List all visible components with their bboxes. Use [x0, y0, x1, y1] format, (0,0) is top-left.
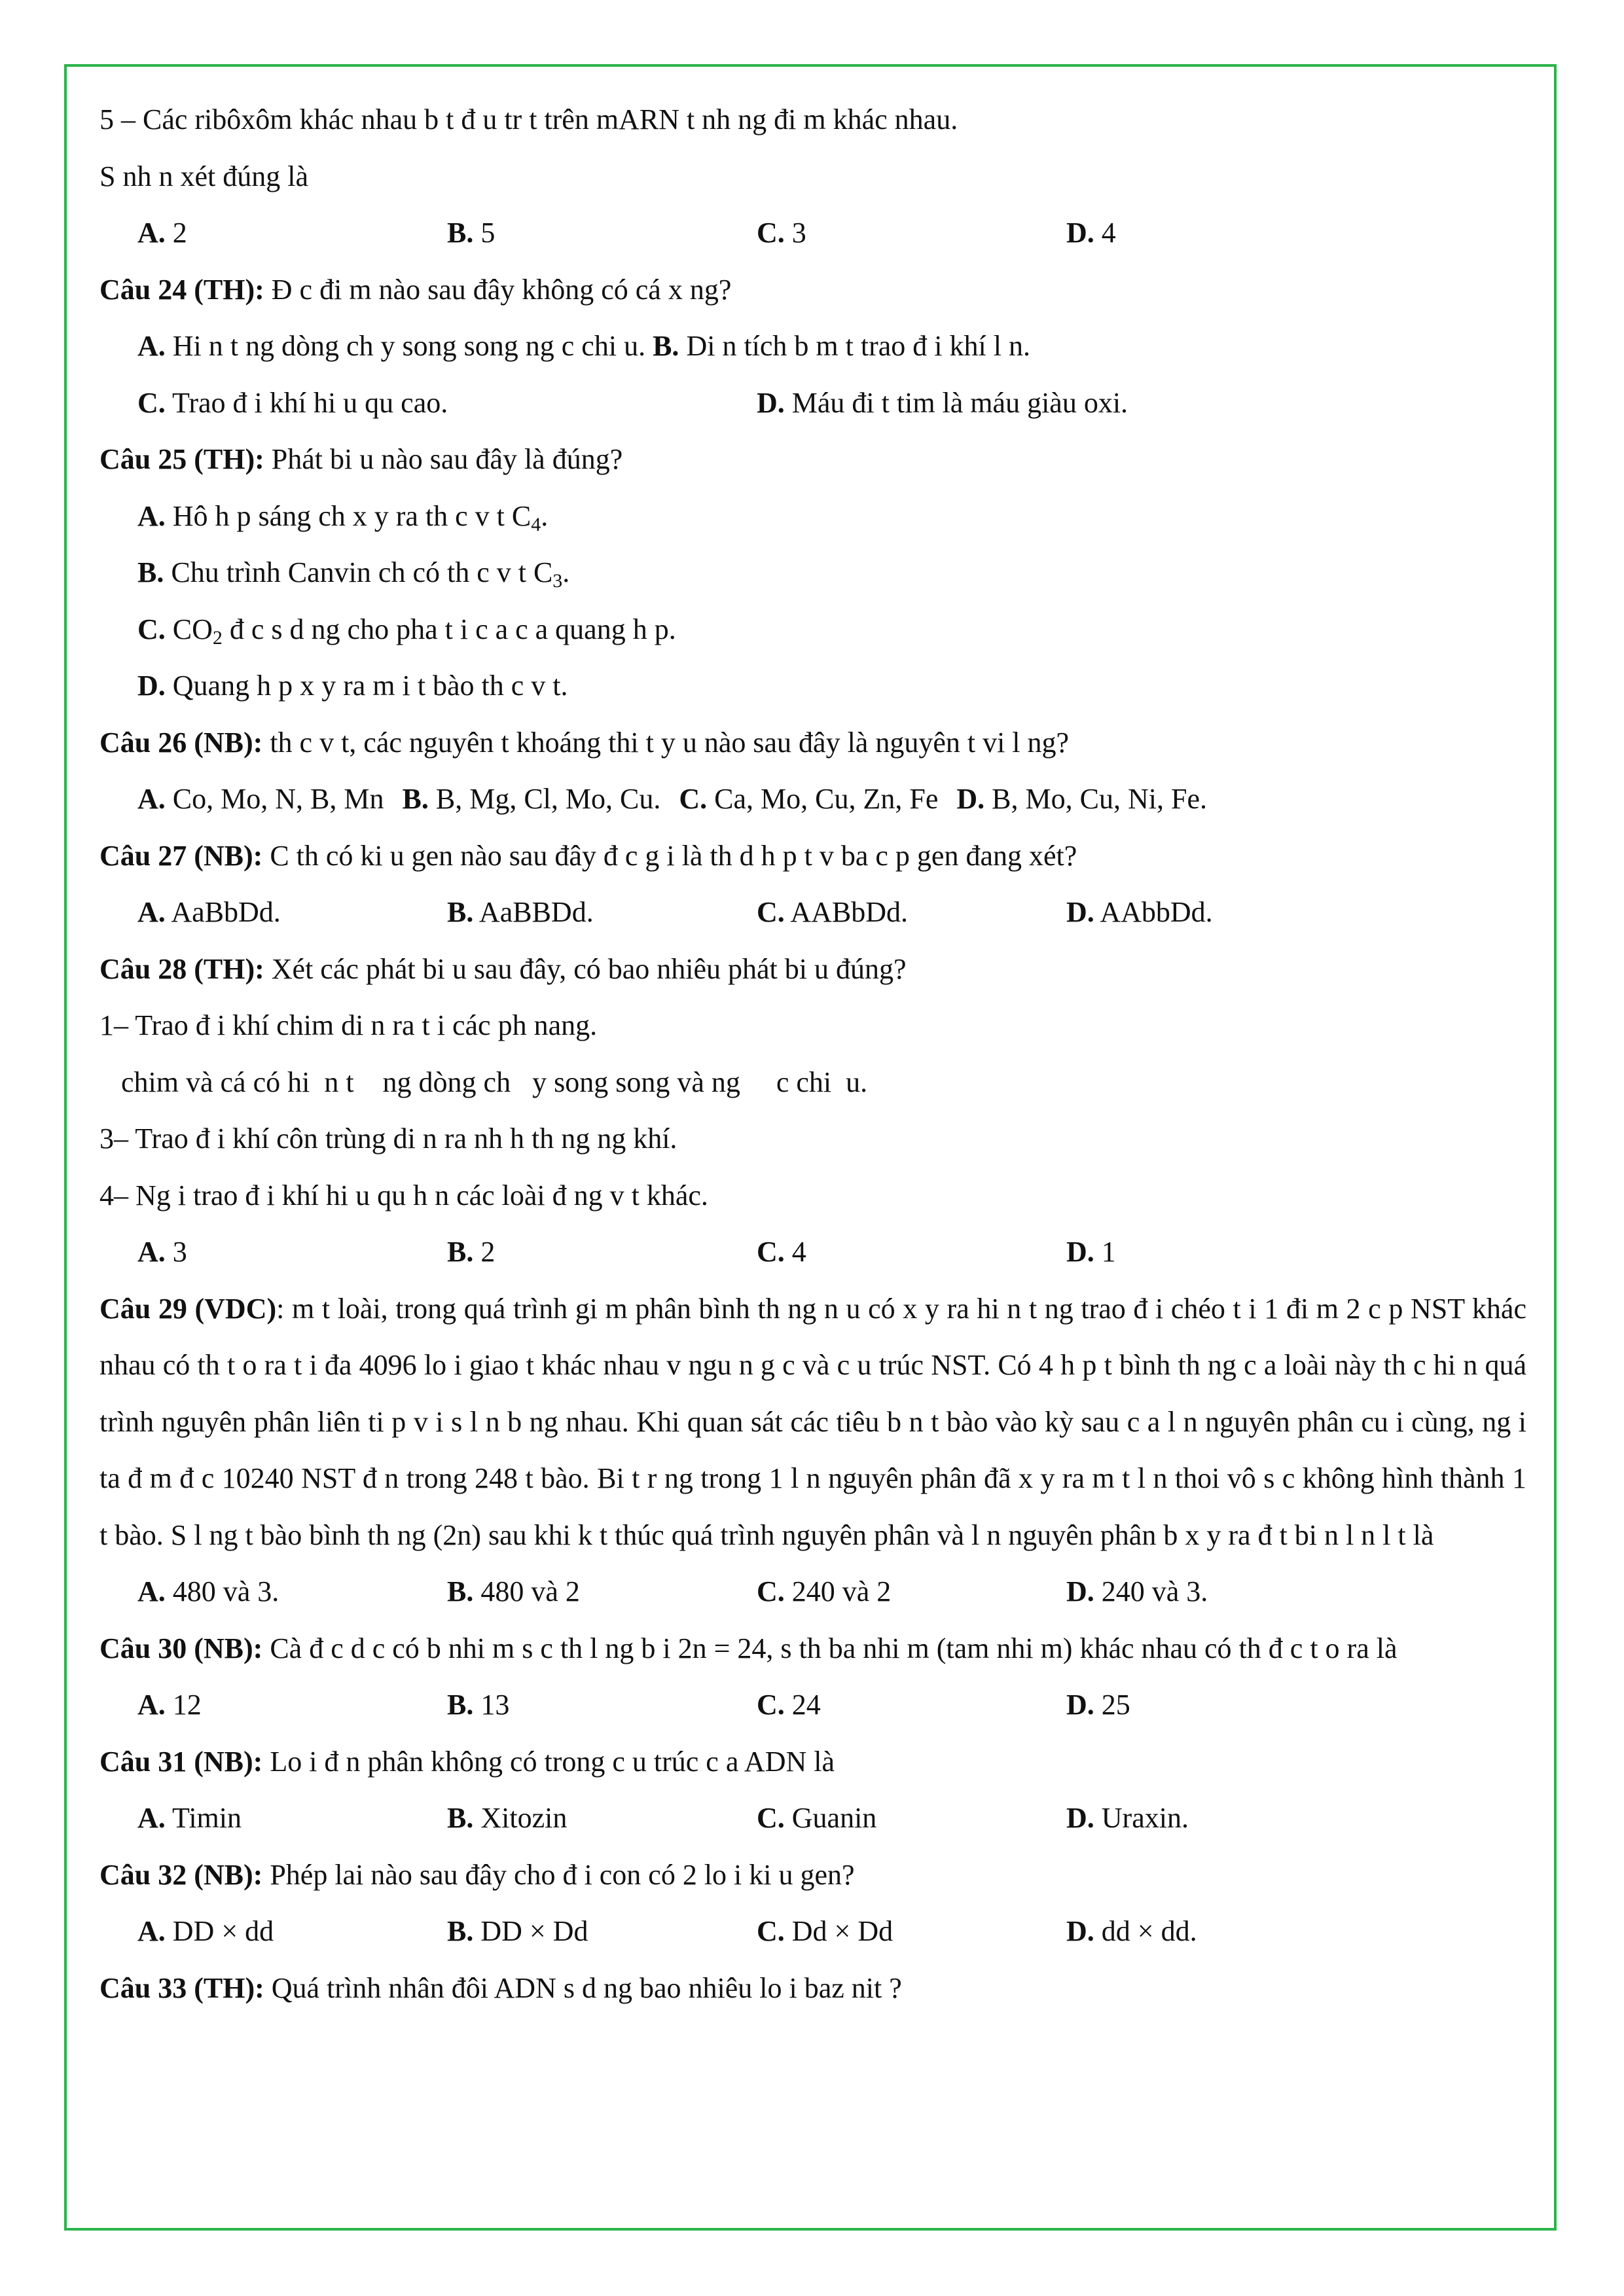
question-label: Câu 29 (VDC): [99, 1292, 277, 1325]
question-label: Câu 24 (TH):: [99, 273, 264, 306]
question-label: Câu 28 (TH):: [99, 952, 264, 985]
question-label: Câu 26 (NB):: [99, 726, 263, 759]
option-a[interactable]: A. AaBbDd.: [137, 896, 281, 928]
question-label: Câu 27 (NB):: [99, 839, 263, 872]
question-26: [99, 715, 1526, 772]
option-d[interactable]: D. dd × dd.: [1066, 1915, 1197, 1947]
option-d[interactable]: D. AAbbDd.: [1066, 896, 1213, 928]
question-label: Câu 30 (NB):: [99, 1632, 263, 1664]
option-a[interactable]: A. Timin: [137, 1802, 242, 1834]
option-d[interactable]: D. Uraxin.: [1066, 1802, 1189, 1834]
option-a[interactable]: A. DD × dd: [137, 1915, 274, 1947]
option-a[interactable]: A. Co, Mo, N, B, Mn: [137, 783, 384, 815]
question-27: [99, 828, 1526, 885]
option-c[interactable]: C. AABbDd.: [757, 896, 909, 928]
option-b[interactable]: B. AaBBDd.: [447, 896, 594, 928]
option-c[interactable]: C. Dd × Dd: [757, 1915, 893, 1947]
option-a[interactable]: A. Hi n t ng dòng ch y song song ng c chi u.: [137, 330, 646, 362]
option-b[interactable]: B. Di n tích b m t trao đ i khí l n.: [653, 330, 1030, 362]
question-text: Đ c đi m nào sau đây không có cá x ng?: [264, 273, 732, 306]
option-d[interactable]: D. 240 và 3.: [1066, 1575, 1208, 1607]
option-a[interactable]: A. 480 và 3.: [137, 1575, 280, 1607]
option-c[interactable]: C. Trao đ i khí hi u qu cao.: [137, 386, 448, 419]
option-d[interactable]: D. B, Mo, Cu, Ni, Fe.: [956, 783, 1207, 815]
option-d[interactable]: D. 4: [1066, 217, 1116, 249]
question-label: Câu 31 (NB):: [99, 1745, 263, 1778]
question-25: [99, 431, 1526, 488]
answer-options-q29: [99, 1564, 1526, 1621]
answer-options-q31: [99, 1790, 1526, 1847]
question-31: [99, 1734, 1526, 1791]
question-label: Câu 25 (TH):: [99, 443, 264, 475]
question-33: [99, 1960, 1526, 2017]
option-a[interactable]: A. Hô h p sáng ch x y ra th c v t $C_4$.: [137, 499, 549, 535]
option-b[interactable]: B. DD × Dd: [447, 1915, 588, 1947]
answer-options-q30: [99, 1677, 1526, 1734]
question-24: [99, 262, 1526, 319]
option-c[interactable]: C. Guanin: [757, 1802, 877, 1834]
option-d[interactable]: D. 25: [1066, 1689, 1130, 1721]
option-d[interactable]: D. 1: [1066, 1236, 1116, 1268]
question-text: Quá trình nhân đôi ADN s d ng bao nhiêu lo i baz nit ?: [264, 1971, 902, 2004]
question-text: Cà đ c d c có b nhi m s c th l ng b i 2n = 24, s th ba nhi m (tam nhi m) khác nhau có th đ c t o ra là: [262, 1632, 1398, 1664]
question-text: Phát bi u nào sau đây là đúng?: [264, 443, 623, 475]
question-32: [99, 1847, 1526, 1904]
option-c[interactable]: C. $CO_2$ đ c s d ng cho pha t i c a c a quang h p.: [137, 613, 676, 649]
question-text: : m t loài, trong quá trình gi m phân bình th ng n u có x y ra hi n t ng trao đ i chéo t i 1 đi m 2 c p NST khác nhau có th t o ra t i đa 4096 lo i giao t khác nhau v ngu n g c và c u trúc NST. Có 4 h p t bình th ng c a loài này th c hi n quá trình nguyên phân liên ti p v i s l n b ng nhau. Khi quan sát các tiêu b n t bào vào kỳ sau c a l n nguyên phân cu i cùng, ng i ta đ m đ c 10240 NST đ n trong 248 t bào. Bi t r ng trong 1 l n nguyên phân đã x y ra m t l n thoi vô s c không hình thành 1 t bào. S l ng t bào bình th ng (2n) sau khi k t thúc quá trình nguyên phân và l n nguyên phân b x y ra đ t bi n l n l t là: [99, 1292, 1526, 1551]
option-a[interactable]: A. 2: [137, 217, 187, 249]
answer-options-row-1: [99, 318, 1526, 375]
answer-options-q32: [99, 1903, 1526, 1960]
option-d[interactable]: D. Máu đi t tim là máu giàu oxi.: [757, 386, 1128, 419]
statement-4: 4– Ng i trao đ i khí hi u qu h n các loài đ ng v t khác.: [99, 1179, 708, 1211]
question-text: C th có ki u gen nào sau đây đ c g i là th d h p t v ba c p gen đang xét?: [262, 839, 1077, 872]
question-text: Phép lai nào sau đây cho đ i con có 2 lo i ki u gen?: [262, 1858, 855, 1891]
exam-content: [99, 92, 1526, 2017]
question-text: Lo i đ n phân không có trong c u trúc c a ADN là: [262, 1745, 835, 1778]
answer-options-q28: [99, 1224, 1526, 1281]
option-c[interactable]: C. Ca, Mo, Cu, Zn, Fe: [679, 783, 939, 815]
option-a[interactable]: A. 3: [137, 1236, 187, 1268]
question-label: Câu 32 (NB):: [99, 1858, 263, 1891]
statement-3: 3– Trao đ i khí côn trùng di n ra nh h th ng ng khí.: [99, 1122, 677, 1155]
option-c[interactable]: C. 3: [757, 217, 806, 249]
option-b[interactable]: B. 480 và 2: [447, 1575, 580, 1607]
option-b[interactable]: B. 13: [447, 1689, 510, 1721]
answer-options-q26: [99, 771, 1526, 828]
option-d[interactable]: D. Quang h p x y ra m i t bào th c v t.: [137, 670, 568, 702]
question-text: th c v t, các nguyên t khoáng thi t y u nào sau đây là nguyên t vi l ng?: [262, 726, 1070, 759]
option-b[interactable]: B. Chu trình Canvin ch có th c v t $C_3$.: [137, 556, 570, 592]
question-28: [99, 941, 1526, 998]
answer-options-q23: [99, 205, 1526, 262]
statement-2: chim và cá có hi n t ng dòng ch y song song và ng c chi u.: [99, 1066, 868, 1098]
question-label: Câu 33 (TH):: [99, 1971, 264, 2004]
answer-options-row-2: [99, 375, 1526, 432]
option-b[interactable]: B. B, Mg, Cl, Mo, Cu.: [402, 783, 661, 815]
statement-5: 5 – Các ribôxôm khác nhau b t đ u tr t trên mARN t nh ng đi m khác nhau.: [99, 103, 958, 135]
question-text: Xét các phát bi u sau đây, có bao nhiêu phát bi u đúng?: [264, 952, 907, 985]
remark-prompt: S nh n xét đúng là: [99, 160, 308, 192]
option-c[interactable]: C. 240 và 2: [757, 1575, 892, 1607]
option-b[interactable]: B. 2: [447, 1236, 496, 1268]
option-b[interactable]: B. 5: [447, 217, 496, 249]
option-c[interactable]: C. 24: [757, 1689, 821, 1721]
option-a[interactable]: A. 12: [137, 1689, 202, 1721]
question-30: [99, 1621, 1526, 1677]
option-b[interactable]: B. Xitozin: [447, 1802, 568, 1834]
answer-options-q27: [99, 884, 1526, 941]
question-29: [99, 1281, 1526, 1564]
statement-1: 1– Trao đ i khí chim di n ra t i các ph nang.: [99, 1009, 598, 1041]
option-c[interactable]: C. 4: [757, 1236, 806, 1268]
